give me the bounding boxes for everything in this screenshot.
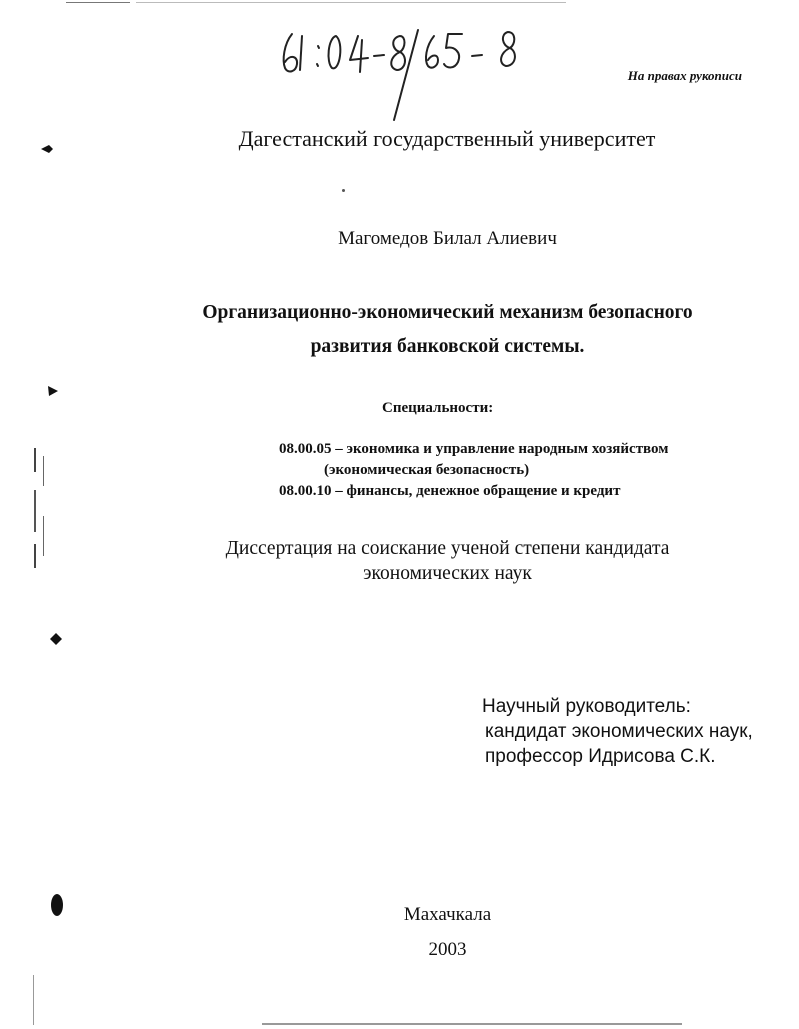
dissertation-title [0, 296, 799, 364]
specialty-item: 08.00.05 – экономика и управление народным хозяйством [279, 441, 669, 457]
degree-line: экономических наук [363, 563, 532, 584]
author-name: Магомедов Билал Алиевич [338, 228, 557, 249]
supervisor-degree: кандидат экономических наук, [485, 721, 753, 742]
degree-line: Диссертация на соискание ученой степени кандидата [225, 538, 670, 559]
scan-dot [342, 189, 345, 192]
year: 2003 [428, 939, 467, 960]
supervisor-name: профессор Идрисова С.К. [485, 746, 716, 767]
binding-hole-mark [49, 632, 63, 646]
scan-edge-line [66, 2, 130, 3]
title-line: Организационно-экономический механизм безопасного [202, 302, 693, 323]
city: Махачкала [403, 904, 492, 925]
specialties-label: Специальности: [382, 400, 494, 416]
university-name: Дагестанский государственный университет [238, 126, 656, 151]
degree-statement [0, 536, 799, 586]
specialty-item-subtitle: (экономическая безопасность) [324, 462, 530, 478]
handwritten-archive-code [276, 22, 540, 132]
supervisor-label: Научный руководитель: [482, 696, 691, 717]
binding-hole-mark [46, 384, 60, 398]
binding-margin-mark [33, 975, 34, 1025]
manuscript-rights-note: На правах рукописи [627, 68, 742, 83]
specialty-item: 08.00.10 – финансы, денежное обращение и кредит [279, 483, 621, 499]
scan-edge-line [136, 2, 566, 3]
title-line: развития банковской системы. [310, 336, 585, 357]
supervisor-block [482, 694, 753, 769]
scan-edge-line [262, 1023, 682, 1025]
